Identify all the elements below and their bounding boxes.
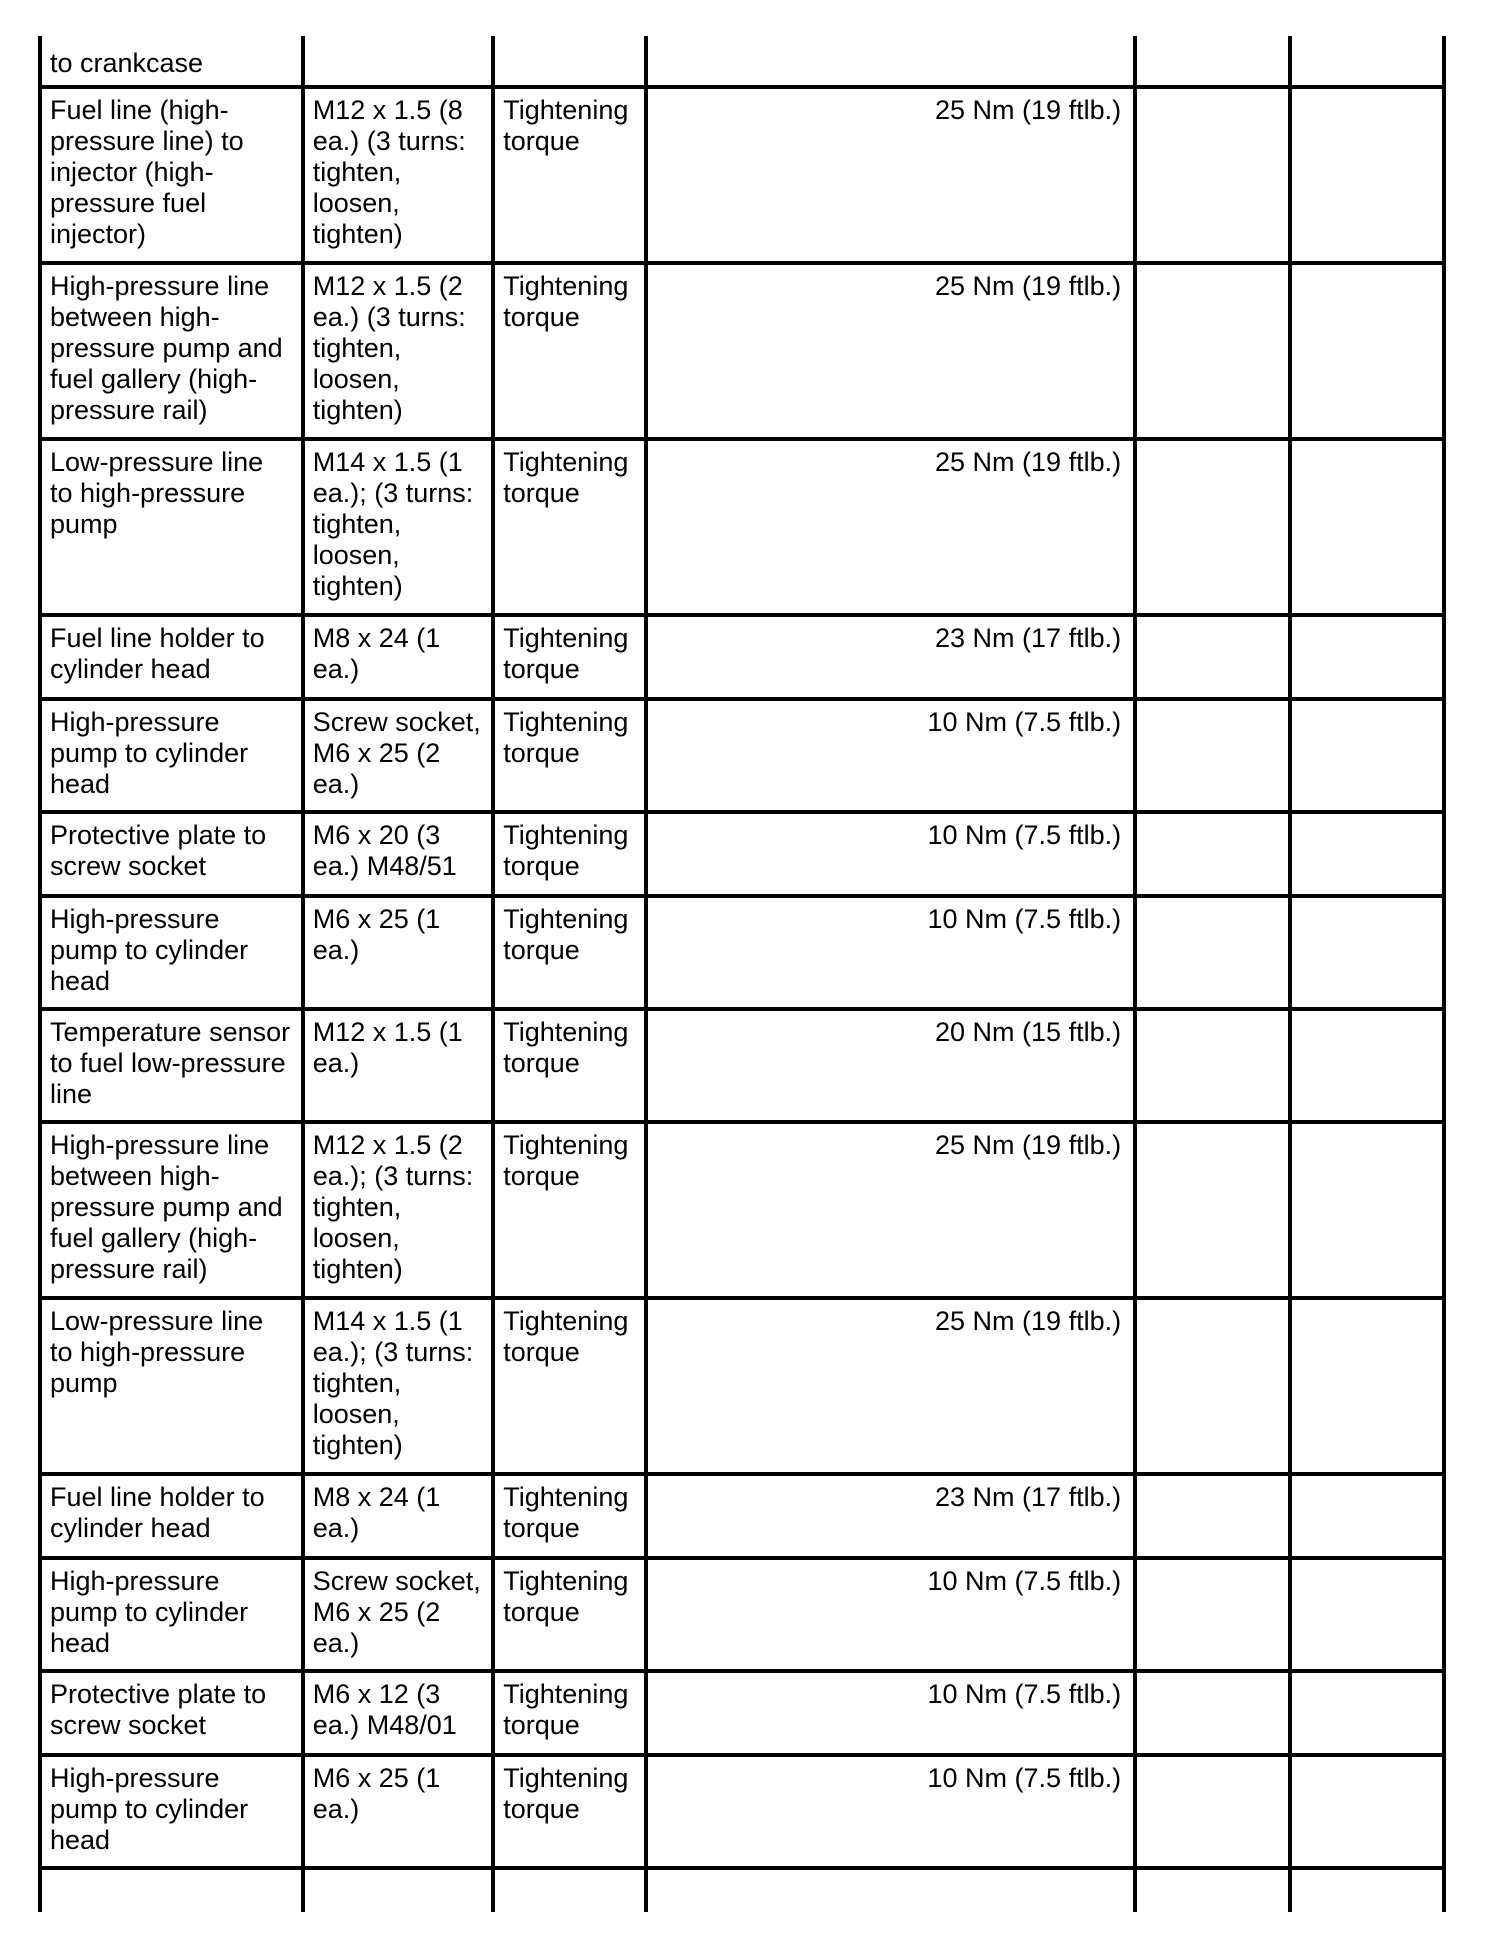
cell-empty xyxy=(1290,1474,1444,1558)
cell-component: Protective plate to screw socket xyxy=(40,1671,303,1755)
cell-value: 25 Nm (19 ftlb.) xyxy=(646,263,1135,439)
cell-empty xyxy=(1135,1009,1289,1122)
cell-component: Low-pressure line to high-pressure pump xyxy=(40,439,303,615)
cell-value: 23 Nm (17 ftlb.) xyxy=(646,615,1135,699)
cell-component: Fuel line (high-pressure line) to injector (high-pressure fuel injector) xyxy=(40,87,303,263)
table-row xyxy=(40,615,1444,699)
cell-spec-type xyxy=(493,36,645,87)
cell-fastener: M8 x 24 (1 ea.) xyxy=(303,1474,494,1558)
cell-empty xyxy=(1290,1558,1444,1671)
cell-empty xyxy=(1135,36,1289,87)
cell-empty xyxy=(1290,1671,1444,1755)
table-row xyxy=(40,1298,1444,1474)
cell-fastener: M12 x 1.5 (2 ea.); (3 turns: tighten, loosen, tighten) xyxy=(303,1122,494,1298)
cell-empty xyxy=(1290,896,1444,1009)
cell-value: 10 Nm (7.5 ftlb.) xyxy=(646,1558,1135,1671)
cell-fastener: M6 x 20 (3 ea.) M48/51 xyxy=(303,812,494,896)
table-row xyxy=(40,439,1444,615)
cell-spec-type: Tightening torque xyxy=(493,1671,645,1755)
cell-spec-type: Tightening torque xyxy=(493,87,645,263)
cell-empty xyxy=(1135,1474,1289,1558)
table-row xyxy=(40,1671,1444,1755)
cell-value: 23 Nm (17 ftlb.) xyxy=(646,1474,1135,1558)
cell-value: 20 Nm (15 ftlb.) xyxy=(646,1009,1135,1122)
table-row xyxy=(40,1755,1444,1868)
cell-spec-type: Tightening torque xyxy=(493,615,645,699)
cell-empty xyxy=(40,1868,303,1912)
table-row xyxy=(40,263,1444,439)
cell-value xyxy=(646,36,1135,87)
cell-empty xyxy=(1290,1298,1444,1474)
cell-spec-type: Tightening torque xyxy=(493,1474,645,1558)
table-body xyxy=(40,36,1444,1912)
cell-fastener xyxy=(303,36,494,87)
cell-fastener: M6 x 12 (3 ea.) M48/01 xyxy=(303,1671,494,1755)
cell-fastener: M12 x 1.5 (1 ea.) xyxy=(303,1009,494,1122)
cell-empty xyxy=(1135,615,1289,699)
table-row xyxy=(40,87,1444,263)
cell-fastener: M8 x 24 (1 ea.) xyxy=(303,615,494,699)
cell-component: High-pressure pump to cylinder head xyxy=(40,1558,303,1671)
cell-empty xyxy=(1290,87,1444,263)
cell-spec-type: Tightening torque xyxy=(493,263,645,439)
cell-component: Fuel line holder to cylinder head xyxy=(40,615,303,699)
cell-empty xyxy=(1135,1755,1289,1868)
cell-component: High-pressure line between high-pressure pump and fuel gallery (high-pressure rail) xyxy=(40,263,303,439)
cell-empty xyxy=(303,1868,494,1912)
cell-fastener: M6 x 25 (1 ea.) xyxy=(303,1755,494,1868)
cell-fastener: Screw socket, M6 x 25 (2 ea.) xyxy=(303,699,494,812)
table-row xyxy=(40,1558,1444,1671)
cell-empty xyxy=(1135,1122,1289,1298)
cell-fastener: Screw socket, M6 x 25 (2 ea.) xyxy=(303,1558,494,1671)
cell-empty xyxy=(1290,615,1444,699)
cell-empty xyxy=(1290,1009,1444,1122)
table-row-trailing xyxy=(40,1868,1444,1912)
table-row xyxy=(40,1009,1444,1122)
cell-empty xyxy=(1135,1558,1289,1671)
table-row xyxy=(40,699,1444,812)
cell-value: 10 Nm (7.5 ftlb.) xyxy=(646,1671,1135,1755)
table-row-continuation xyxy=(40,36,1444,87)
cell-empty xyxy=(1135,1868,1289,1912)
cell-empty xyxy=(1135,439,1289,615)
cell-value: 10 Nm (7.5 ftlb.) xyxy=(646,896,1135,1009)
cell-spec-type: Tightening torque xyxy=(493,1122,645,1298)
cell-empty xyxy=(1290,812,1444,896)
cell-component: High-pressure pump to cylinder head xyxy=(40,896,303,1009)
cell-value: 25 Nm (19 ftlb.) xyxy=(646,439,1135,615)
cell-component: Protective plate to screw socket xyxy=(40,812,303,896)
cell-value: 25 Nm (19 ftlb.) xyxy=(646,87,1135,263)
torque-spec-table xyxy=(38,36,1446,1912)
cell-spec-type: Tightening torque xyxy=(493,439,645,615)
cell-empty xyxy=(1135,1298,1289,1474)
cell-empty xyxy=(1290,1122,1444,1298)
cell-empty xyxy=(1290,1755,1444,1868)
cell-component: High-pressure pump to cylinder head xyxy=(40,699,303,812)
cell-fastener: M14 x 1.5 (1 ea.); (3 turns: tighten, loosen, tighten) xyxy=(303,1298,494,1474)
cell-empty xyxy=(1290,699,1444,812)
cell-empty xyxy=(1290,439,1444,615)
document-page xyxy=(38,36,1446,1912)
cell-value: 10 Nm (7.5 ftlb.) xyxy=(646,812,1135,896)
cell-component: Temperature sensor to fuel low-pressure line xyxy=(40,1009,303,1122)
table-row xyxy=(40,1122,1444,1298)
table-row xyxy=(40,1474,1444,1558)
cell-value: 10 Nm (7.5 ftlb.) xyxy=(646,699,1135,812)
cell-spec-type: Tightening torque xyxy=(493,896,645,1009)
cell-component: Low-pressure line to high-pressure pump xyxy=(40,1298,303,1474)
cell-spec-type: Tightening torque xyxy=(493,1558,645,1671)
cell-empty xyxy=(493,1868,645,1912)
cell-empty xyxy=(1135,263,1289,439)
cell-fastener: M14 x 1.5 (1 ea.); (3 turns: tighten, loosen, tighten) xyxy=(303,439,494,615)
cell-spec-type: Tightening torque xyxy=(493,812,645,896)
cell-fastener: M6 x 25 (1 ea.) xyxy=(303,896,494,1009)
cell-empty xyxy=(1290,1868,1444,1912)
table-row xyxy=(40,896,1444,1009)
cell-spec-type: Tightening torque xyxy=(493,1755,645,1868)
cell-value: 25 Nm (19 ftlb.) xyxy=(646,1122,1135,1298)
cell-empty xyxy=(1290,263,1444,439)
cell-empty xyxy=(1135,896,1289,1009)
cell-component: to crankcase xyxy=(40,36,303,87)
cell-component: Fuel line holder to cylinder head xyxy=(40,1474,303,1558)
cell-empty xyxy=(1135,699,1289,812)
cell-component: High-pressure pump to cylinder head xyxy=(40,1755,303,1868)
table-row xyxy=(40,812,1444,896)
cell-empty xyxy=(646,1868,1135,1912)
cell-empty xyxy=(1135,1671,1289,1755)
cell-spec-type: Tightening torque xyxy=(493,1009,645,1122)
cell-spec-type: Tightening torque xyxy=(493,699,645,812)
cell-fastener: M12 x 1.5 (8 ea.) (3 turns: tighten, loosen, tighten) xyxy=(303,87,494,263)
cell-component: High-pressure line between high-pressure pump and fuel gallery (high-pressure rail) xyxy=(40,1122,303,1298)
cell-empty xyxy=(1135,812,1289,896)
cell-empty xyxy=(1135,87,1289,263)
cell-fastener: M12 x 1.5 (2 ea.) (3 turns: tighten, loosen, tighten) xyxy=(303,263,494,439)
cell-value: 25 Nm (19 ftlb.) xyxy=(646,1298,1135,1474)
cell-spec-type: Tightening torque xyxy=(493,1298,645,1474)
cell-empty xyxy=(1290,36,1444,87)
cell-value: 10 Nm (7.5 ftlb.) xyxy=(646,1755,1135,1868)
